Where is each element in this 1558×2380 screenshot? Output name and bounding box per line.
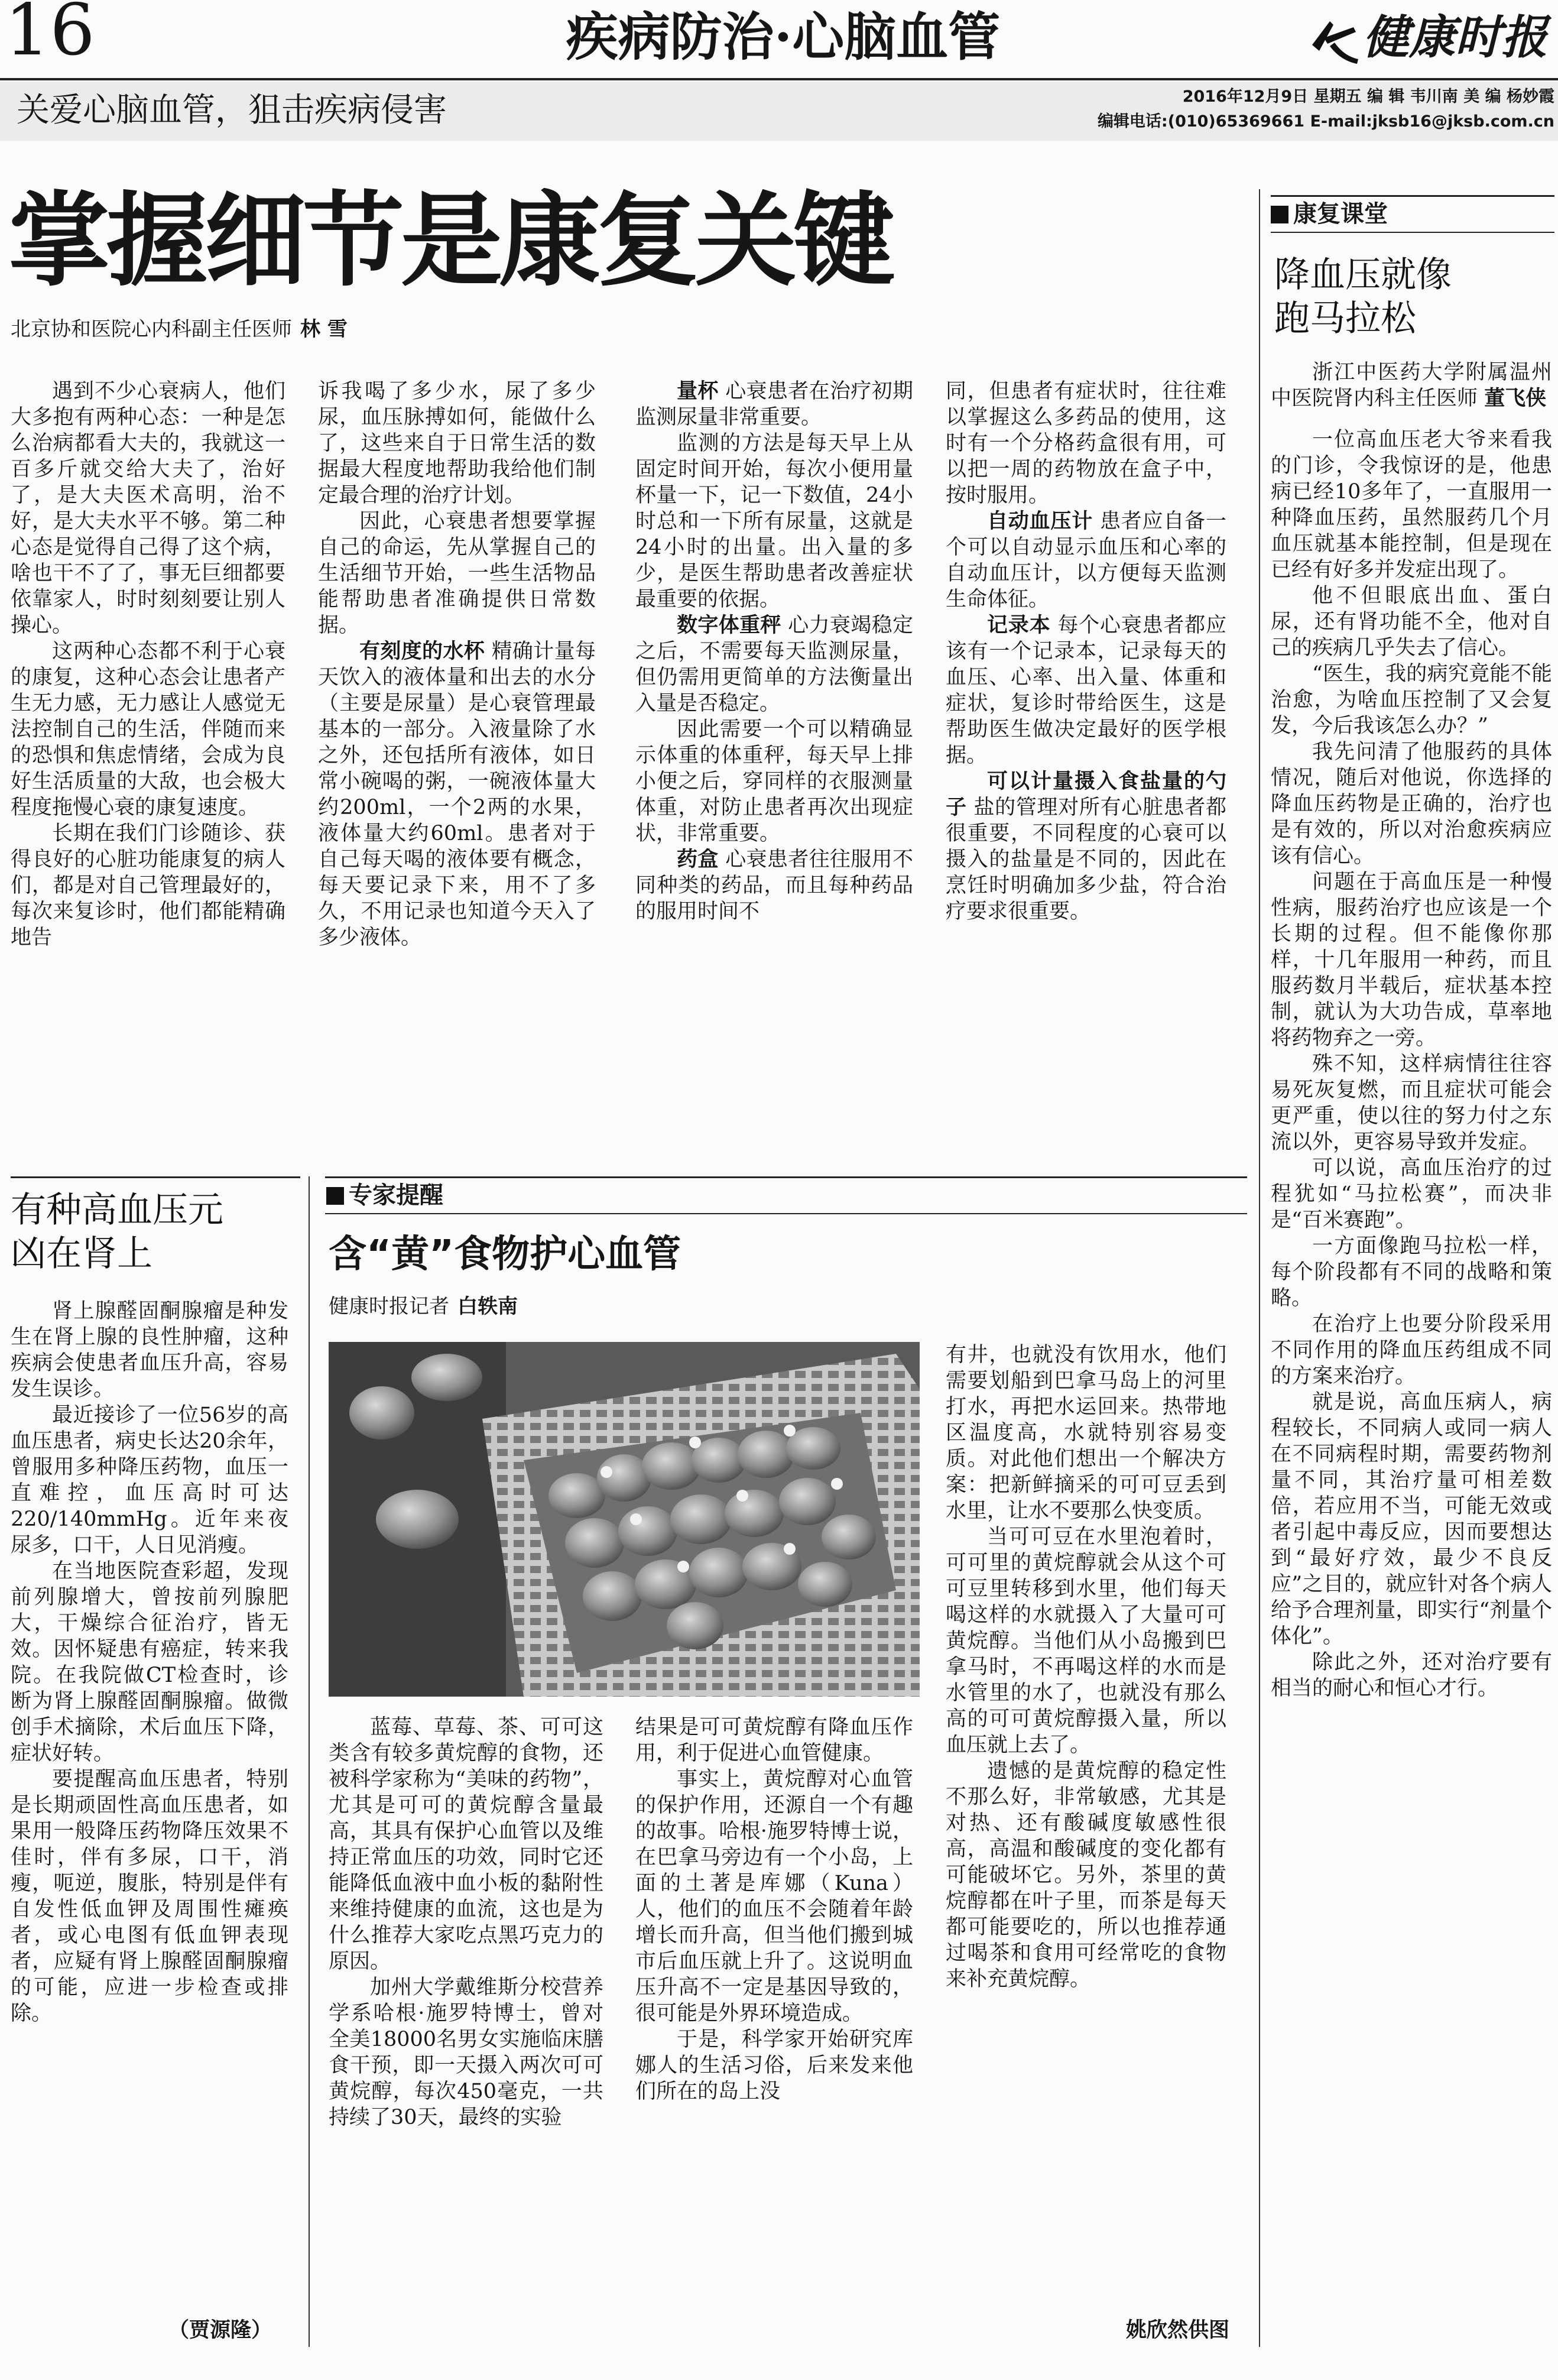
item-label: 记录本 — [987, 614, 1051, 637]
paragraph: “医生，我的病究竟能不能治愈，为啥血压控制了又会复发，今后我该怎么办？” — [1271, 662, 1552, 738]
paragraph: 遗憾的是黄烷醇的稳定性不那么好，非常敏感，尤其是对热、还有酸碱度敏感性很高，高温和酸碱度的变化都有可能破坏它。另外，茶里的黄烷醇都在叶子里，而茶是每天都可能要吃的，所以也推荐通过喝茶和食用可经常吃的食物来补充黄烷醇。 — [946, 1759, 1226, 1991]
paragraph: 遇到不少心衰病人，他们大多抱有两种心态：一种是怎么治病都看大夫的，我就这一百多斤就交给大夫了，治好了，是大夫医术高明，治不好，是大夫水平不够。第二种心态是觉得自己得了这个病，啥也干不了了，事无巨细都要依靠家人，时时刻刻要让别人操心。 — [11, 380, 285, 637]
expert-col-1 — [329, 1714, 603, 2341]
column-divider — [309, 1176, 310, 2347]
item-label: 量杯 — [677, 380, 719, 403]
paragraph: 蓝莓、草莓、茶、可可这类含有较多黄烷醇的食物，还被科学家称为“美味的药物”，尤其是可可的黄烷醇含量最高，其具有保护心血管以及维持正常血压的功效，同时它还能降低血液中血小板的黏附性来维持健康的血流，这也是为什么推荐大家吃点黑巧克力的原因。 — [329, 1716, 603, 1973]
paragraph: 殊不知，这样病情往往容易死灰复燃，而且症状可能会更严重，使以往的努力付之东流以外，更容易导致并发症。 — [1271, 1052, 1552, 1154]
sidebar-right-body — [1271, 359, 1552, 2346]
section-label-rehab — [1271, 199, 1388, 229]
sidebar-rule — [1271, 195, 1554, 197]
paragraph: 诉我喝了多少水，尿了多少尿，血压脉搏如何，能做什么了，这些来自于日常生活的数据最大程度地帮助我给他们制定最合理的治疗计划。 — [318, 380, 596, 507]
paragraph: 加州大学戴维斯分校营养学系哈根·施罗特博士，曾对全美18000名男女实施临床膳食干预，即一天摄入两次可可黄烷醇，每次450毫克，一共持续了30天，最终的实验 — [329, 1976, 603, 2129]
paragraph — [635, 847, 913, 925]
expert-rule — [325, 1176, 1247, 1178]
paragraph — [635, 716, 913, 847]
item-text: 心衰患者在治疗初期监测尿量非常重要。 — [635, 380, 913, 429]
paragraph: 结果是可可黄烷醇有降血压作用，利于促进心血管健康。 — [635, 1716, 913, 1765]
contact-line: 编辑电话:(010)65369661 E-mail:jksb16@jksb.com.cn — [1097, 112, 1554, 131]
square-bullet-icon — [326, 1187, 344, 1205]
item-label: 有刻度的水杯 — [359, 640, 485, 663]
main-col-3 — [635, 378, 913, 1165]
byline-org: 北京协和医院心内科副主任医师 — [11, 317, 292, 341]
logo-text: 健康时报 — [1363, 11, 1548, 64]
section-title: 疾病防治·心脑血管 — [566, 6, 1001, 67]
byline-author: 白轶南 — [457, 1295, 518, 1318]
left-sidebar-author: （贾源隆） — [168, 2319, 272, 2342]
item-text: 同，但患者有症状时，往往难以掌握这么多药品的使用，这时有一个分格药盒很有用，可以把一周的药物放在盒子中，按时服用。 — [946, 380, 1226, 507]
paragraph: 最近接诊了一位56岁的高血压患者，病史长达20余年，曾服用多种降压药物，血压一直难控，血压高时可达220/140mmHg。近年来夜尿多，口干，人日见消瘦。 — [11, 1403, 288, 1557]
square-bullet-icon — [1271, 206, 1288, 223]
expert-col-2 — [635, 1714, 913, 2341]
byline-role: 健康时报记者 — [329, 1295, 449, 1318]
paragraph — [635, 612, 913, 716]
paragraph: 当可可豆在水里泡着时，可可里的黄烷醇就会从这个可可豆里转移到水里，他们每天喝这样的水就摄入了大量可可黄烷醇。当他们从小岛搬到巴拿马时，不再喝这样的水而是水管里的水了，也就没有那么高的可可黄烷醇摄入量，所以血压就上去了。 — [946, 1525, 1226, 1757]
sidebar-rule — [11, 1176, 300, 1178]
paragraph: 长期在我们门诊随诊、获得良好的心脏功能康复的病人们，都是对自己管理最好的，每次来复诊时，他们都能精确地告 — [11, 822, 285, 949]
item-text: 因此需要一个可以精确显示体重的体重秤，每天早上排小便之后，穿同样的衣服测量体重，对防止患者再次出现症状，非常重要。 — [635, 718, 913, 845]
main-byline — [11, 316, 348, 342]
byline — [1271, 359, 1552, 411]
masthead-rule — [0, 78, 1558, 80]
paragraph: 可以说，高血压治疗的过程犹如“马拉松赛”，而决非是“百米赛跑”。 — [1271, 1156, 1552, 1232]
section-label-text: 专家提醒 — [349, 1182, 443, 1209]
paragraph: 在当地医院查彩超，发现前列腺增大，曾按前列腺肥大，干燥综合征治疗，皆无效。因怀疑患有癌症，转来我院。在我院做CT检查时，诊断为肾上腺醛固酮腺瘤。做微创手术摘除，术后血压下降，症状好转。 — [11, 1559, 288, 1765]
item-label: 数字体重秤 — [677, 614, 781, 637]
sidebar-rule — [1271, 232, 1554, 233]
paragraph — [946, 508, 1226, 612]
paragraph: 一方面像跑马拉松一样，每个阶段都有不同的战略和策略。 — [1271, 1234, 1552, 1310]
left-sidebar-title: 有种高血压元凶在肾上 — [11, 1189, 223, 1275]
item-label: 自动血压计 — [987, 510, 1093, 533]
main-col-4 — [946, 378, 1226, 1165]
paragraph — [946, 769, 1226, 925]
column-divider — [1259, 189, 1260, 2347]
expert-title: 含“黄”食物护心血管 — [329, 1233, 681, 1276]
expert-byline — [329, 1293, 518, 1319]
item-text: 每个心衰患者都应该有一个记录本，记录每天的血压、心率、出入量、体重和症状，复诊时带给医生，这是帮助医生做决定最好的医学根据。 — [946, 614, 1226, 767]
slogan: 关爱心脑血管，狙击疾病侵害 — [17, 91, 447, 129]
paragraph — [318, 638, 596, 951]
logo-mark-icon — [1306, 9, 1363, 66]
paragraph: 他不但眼底出血、蛋白尿，还有肾功能不全，他对自己的疾病几乎失去了信心。 — [1271, 584, 1552, 660]
strawberry-photo — [329, 1342, 920, 1697]
main-headline: 掌握细节是康复关键 — [8, 180, 891, 300]
photo-credit: 姚欣然供图 — [1125, 2319, 1229, 2342]
page-number: 16 — [5, 0, 95, 72]
paragraph: 有井，也就没有饮用水，他们需要划船到巴拿马岛上的河里打水，再把水运回来。热带地区温度高，水就特别容易变质。对此他们想出一个解决方案：把新鲜摘采的可可豆丢到水里，让水不要那么快变质。 — [946, 1343, 1226, 1523]
paragraph: 于是，科学家开始研究库娜人的生活习俗，后来发来他们所在的岛上没 — [635, 2028, 913, 2103]
sidebar-left-body — [11, 1298, 288, 2315]
expert-col-3 — [946, 1342, 1226, 2341]
paragraph: 问题在于高血压是一种慢性病，服药治疗也应该是一个长期的过程。但不能像你那样，十几年服用一种药，而且服药数月半载后，症状基本控制，就认为大功告成，草率地将药物弃之一旁。 — [1271, 870, 1552, 1050]
paragraph — [635, 378, 913, 430]
newspaper-logo — [1306, 9, 1554, 66]
item-label: 药盒 — [677, 848, 719, 871]
paragraph: 在治疗上也要分阶段采用不同作用的降血压药组成不同的方案来治疗。 — [1271, 1312, 1552, 1388]
item-text: 心力衰竭稳定之后，不需要每天监测尿量，但仍需用更简单的方法衡量出入量是否稳定。 — [635, 614, 913, 715]
byline-author: 董飞侠 — [1484, 387, 1547, 410]
paragraph — [946, 378, 1226, 508]
paragraph: 一位高血压老大爷来看我的门诊，令我惊讶的是，他患病已经10多年了，一直服用一种降血压药，虽然服药几个月血压就基本能控制，但是现在已经有好多并发症出现了。 — [1271, 428, 1552, 582]
paragraph: 我先问清了他服药的具体情况，随后对他说，你选择的降血压药物是正确的，治疗也是有效的，所以对治愈疾病应该有信心。 — [1271, 740, 1552, 868]
byline-org: 浙江中医药大学附属温州中医院肾内科主任医师 — [1271, 361, 1552, 410]
item-label: 可以计量摄入食盐量的勺子 — [946, 770, 1226, 819]
main-col-1 — [11, 378, 285, 1165]
item-text: 监测的方法是每天早上从固定时间开始，每次小便用量杯量一下，记一下数值，24小时总和一下所有尿量，这就是24小时的出量。出入量的多少，是医生帮助患者改善症状最重要的依据。 — [635, 432, 913, 611]
section-label-text: 康复课堂 — [1293, 200, 1388, 228]
paragraph — [946, 612, 1226, 769]
paragraph: 肾上腺醛固酮腺瘤是种发生在肾上腺的良性肿瘤，这种疾病会使患者血压升高，容易发生误诊。 — [11, 1299, 288, 1401]
expert-rule — [325, 1213, 1247, 1214]
date-line: 2016年12月9日 星期五 编 辑 韦川南 美 编 杨妙霞 — [1182, 87, 1554, 106]
paragraph: 事实上，黄烷醇对心血管的保护作用，还源自一个有趣的故事。哈根·施罗特博士说，在巴拿马旁边有一个小岛，上面的土著是库娜（Kuna）人，他们的血压不会随着年龄增长而升高，但当他们搬到城市后血压就上升了。这说明血压升高不一定是基因导致的，很可能是外界环境造成。 — [635, 1768, 913, 2025]
item-text: 心衰患者往往服用不同种类的药品，而且每种药品的服用时间不 — [635, 848, 913, 923]
sidebar-title: 降血压就像跑马拉松 — [1274, 254, 1452, 339]
paragraph — [635, 430, 913, 612]
paragraph: 要提醒高血压患者，特别是长期顽固性高血压患者，如果用一般降压药物降压效果不佳时，伴有多尿，口干，消瘦，呃逆，腹胀，特别是伴有自发性低血钾及周围性瘫痪者，或心电图有低血钾表现者，应疑有肾上腺醛固酮腺瘤的可能，应进一步检查或排除。 — [11, 1768, 288, 2025]
section-label-expert — [326, 1180, 443, 1211]
item-text: 患者应自备一个可以自动显示血压和心率的自动血压计，以方便每天监测生命体征。 — [946, 510, 1226, 611]
item-text: 精确计量每天饮入的液体量和出去的水分（主要是尿量）是心衰管理最基本的一部分。入液量除了水之外，还包括所有液体，如日常小碗喝的粥，一碗液体量大约200ml，一个2两的水果，液体量大约60ml。患者对于自己每天喝的液体要有概念，每天要记录下来，用不了多久，不用记录也知道今天入了多少液体。 — [318, 640, 596, 949]
paragraph: 就是说，高血压病人，病程较长，不同病人或同一病人在不同病程时期，需要药物剂量不同，其治疗量可相差数倍，若应用不当，可能无效或者引起中毒反应，因而要想达到“最好疗效，最少不良反应”之目的，就应针对各个病人给予合理剂量，即实行“剂量个体化”。 — [1271, 1390, 1552, 1648]
paragraph: 这两种心态都不利于心衰的康复，这种心态会让患者产生无力感，无力感让人感觉无法控制自己的生活，伴随而来的恐惧和焦虑情绪，会成为良好生活质量的大敌，也会极大程度拖慢心衰的康复速度。 — [11, 640, 285, 819]
paragraph: 除此之外，还对治疗要有相当的耐心和恒心才行。 — [1271, 1651, 1552, 1700]
main-col-2 — [318, 378, 596, 1165]
byline-author: 林 雪 — [300, 317, 348, 341]
paragraph: 因此，心衰患者想要掌握自己的命运，先从掌握自己的生活细节开始，一些生活物品能帮助患者准确提供日常数据。 — [318, 510, 596, 637]
item-text: 盐的管理对所有心脏患者都很重要，不同程度的心衰可以摄入的盐量是不同的，因此在烹饪时明确加多少盐，符合治疗要求很重要。 — [946, 796, 1226, 923]
